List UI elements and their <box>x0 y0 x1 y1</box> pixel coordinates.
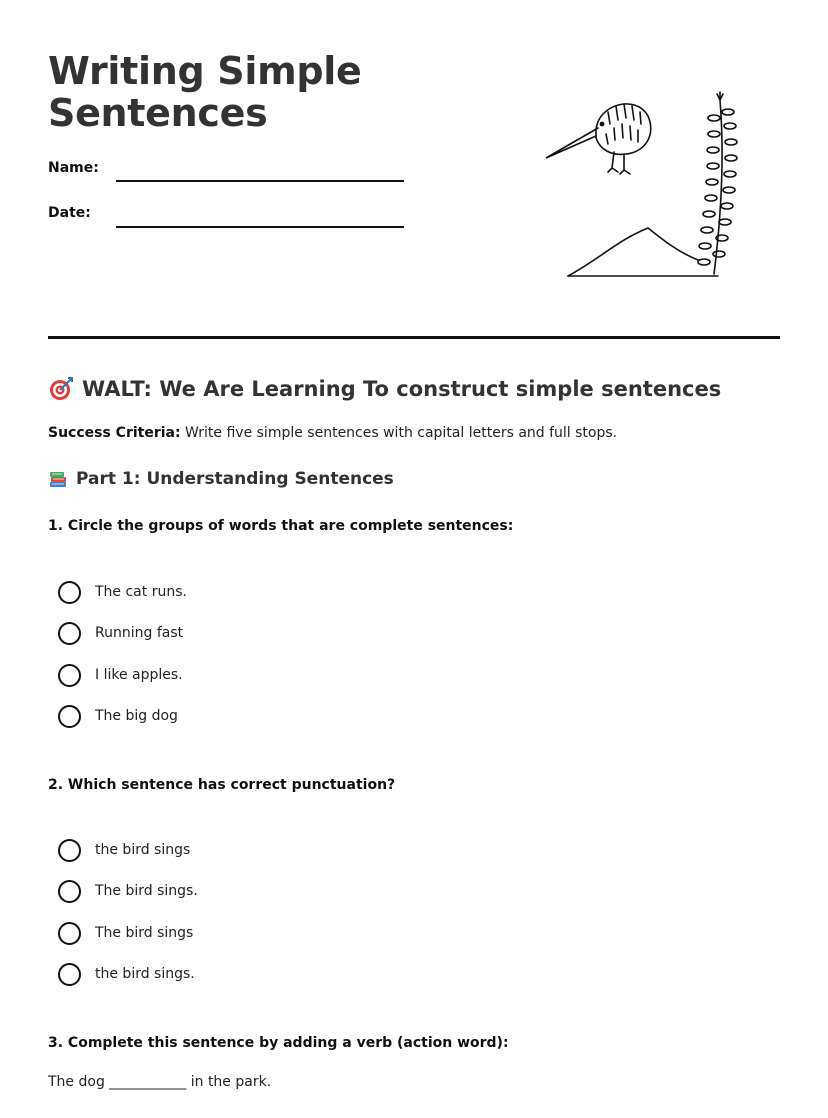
radio-button[interactable] <box>58 839 81 862</box>
radio-button[interactable] <box>58 581 81 604</box>
success-criteria-text: Write five simple sentences with capital letters and full stops. <box>180 425 618 441</box>
date-line[interactable] <box>116 226 404 228</box>
q1-option-label: I like apples. <box>95 667 183 683</box>
q2-option-label: the bird sings <box>95 842 191 858</box>
date-label: Date: <box>48 205 91 221</box>
q1-option-label: Running fast <box>95 625 184 641</box>
q1-option[interactable] <box>58 704 178 728</box>
q2-option[interactable] <box>58 879 198 903</box>
walt-text: WALT: We Are Learning To construct simple sentences <box>82 377 722 401</box>
success-criteria <box>48 425 617 441</box>
walt-heading <box>48 376 721 402</box>
worksheet-title <box>48 50 468 134</box>
title-line-2: Sentences <box>48 91 268 135</box>
q2-option-label: The bird sings <box>95 925 194 941</box>
q2-option[interactable] <box>58 838 190 862</box>
part-1-title: Part 1: Understanding Sentences <box>76 469 394 489</box>
q1-option[interactable] <box>58 621 183 645</box>
q2-option-label: the bird sings. <box>95 966 195 982</box>
name-label: Name: <box>48 160 99 176</box>
title-line-1: Writing Simple <box>48 49 362 93</box>
question-2-prompt: 2. Which sentence has correct punctuation? <box>48 777 396 793</box>
question-3-prompt: 3. Complete this sentence by adding a verb (action word): <box>48 1035 509 1051</box>
q2-option[interactable] <box>58 962 195 986</box>
books-icon <box>48 469 68 489</box>
target-icon <box>48 376 74 402</box>
q1-option[interactable] <box>58 580 187 604</box>
section-divider <box>48 336 780 339</box>
success-criteria-label: Success Criteria: <box>48 425 181 441</box>
q1-option-label: The cat runs. <box>95 584 187 600</box>
radio-button[interactable] <box>58 705 81 728</box>
q1-option[interactable] <box>58 663 183 687</box>
radio-button[interactable] <box>58 963 81 986</box>
q1-option-label: The big dog <box>95 708 178 724</box>
radio-button[interactable] <box>58 622 81 645</box>
radio-button[interactable] <box>58 880 81 903</box>
kiwi-fern-illustration <box>538 90 748 290</box>
q2-option-label: The bird sings. <box>95 883 198 899</box>
question-1-prompt: 1. Circle the groups of words that are complete sentences: <box>48 518 514 534</box>
q2-option[interactable] <box>58 921 193 945</box>
radio-button[interactable] <box>58 922 81 945</box>
part-1-heading <box>48 469 394 489</box>
fill-in-sentence[interactable]: The dog ___________ in the park. <box>48 1074 272 1090</box>
radio-button[interactable] <box>58 664 81 687</box>
name-line[interactable] <box>116 180 404 182</box>
